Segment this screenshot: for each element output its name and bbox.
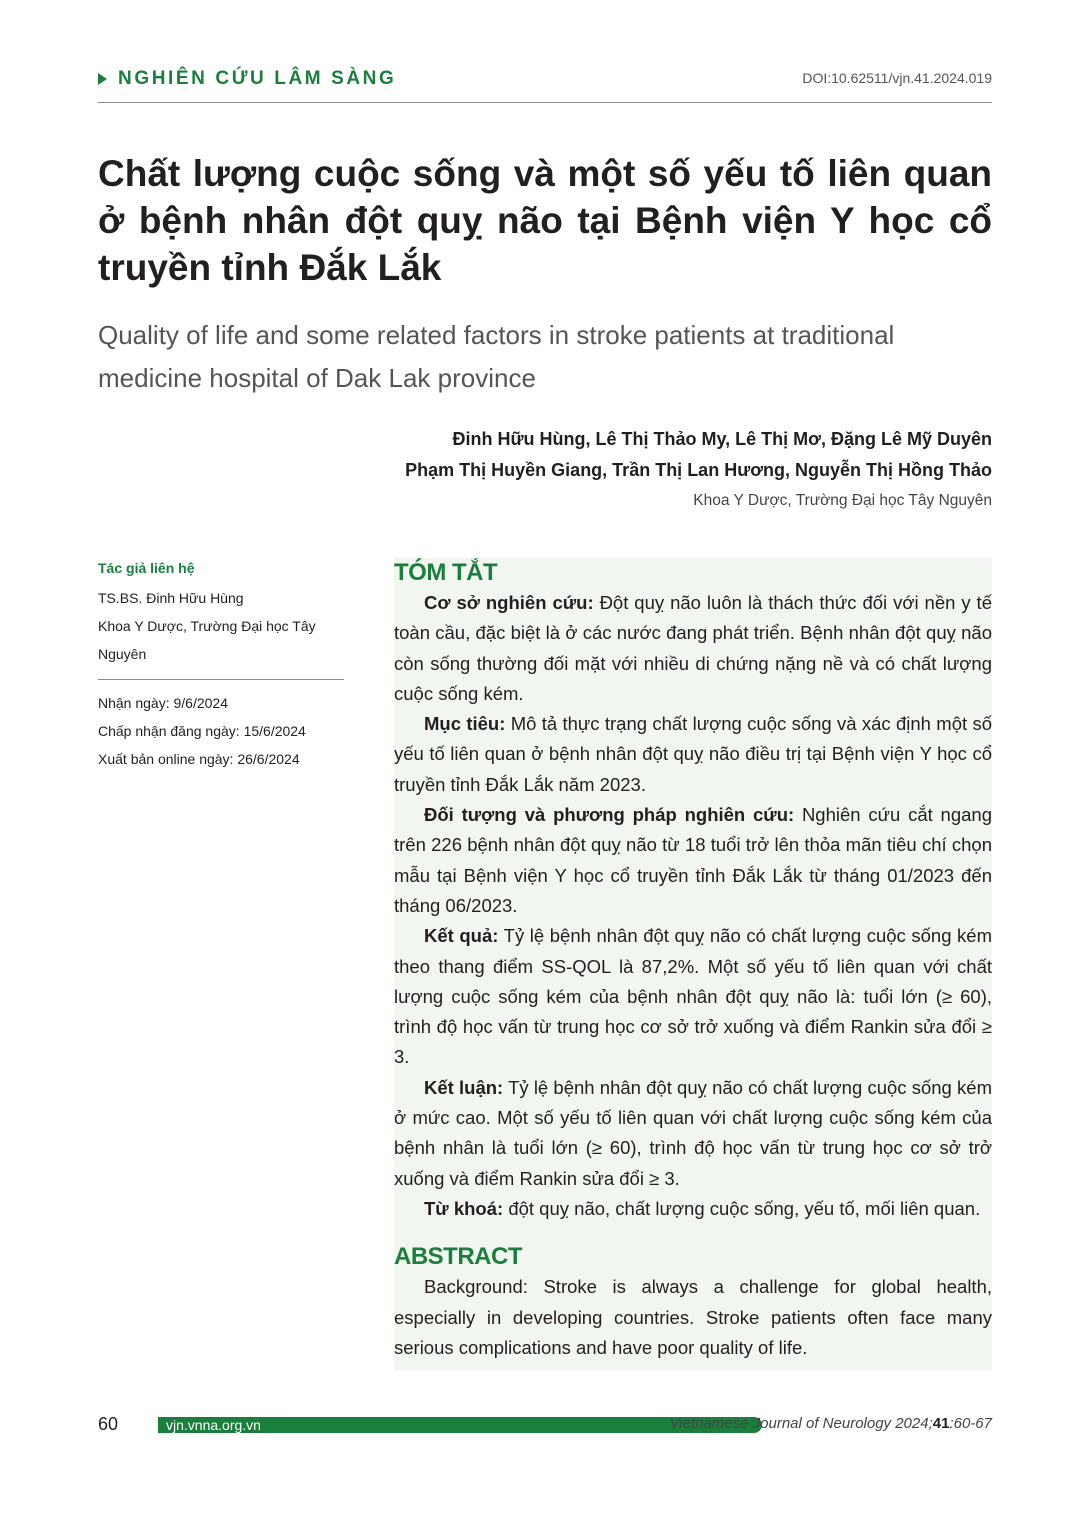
section-label (98, 68, 396, 90)
page-number: 60 (98, 1414, 119, 1434)
objective-text: Mô tả thực trạng chất lượng cuộc sống và xác định một số yếu tố liên quan ở bệnh nhân đột quỵ não điều trị tại Bệnh viện Y học cổ truyền tỉnh Đắk Lắk năm 2023. (394, 713, 992, 795)
keywords-text: đột quỵ não, chất lượng cuộc sống, yếu tố, mối liên quan. (503, 1197, 981, 1219)
methods-text: Nghiên cứu cắt ngang trên 226 bệnh nhân đột quỵ não từ 18 tuổi trở lên thỏa mãn tiêu chí chọn mẫu tại Bệnh viện Y học cổ truyền tỉnh Đắk Lắk từ tháng 01/2023 đến tháng 06/2023. (394, 804, 992, 916)
objective-label: Mục tiêu: (424, 713, 506, 735)
abstract-objective (394, 709, 992, 800)
corresponding-author-affiliation: Khoa Y Dược, Trường Đại học Tây Nguyên (98, 618, 316, 662)
journal-pages: :60-67 (949, 1415, 992, 1432)
results-text: Tỷ lệ bệnh nhân đột quỵ não có chất lượng cuộc sống kém theo thang điểm SS-QOL là 87,2%. Một số yếu tố liên quan với chất lượng cuộc sống kém của bệnh nhân đột quỵ não là: tuổi lớn (≥ 60), trình độ học vấn từ trung học cơ sở trở xuống và điểm Rankin sửa đổi ≥ 3. (394, 925, 993, 1068)
methods-label: Đối tượng và phương pháp nghiên cứu: (424, 804, 795, 826)
journal-website-link[interactable]: vjn.vnna.org.vn (166, 1417, 261, 1433)
conclusion-text: Tỷ lệ bệnh nhân đột quỵ não có chất lượng cuộc sống kém ở mức cao. Một số yếu tố liên quan với chất lượng cuộc sống kém của bệnh nhân là tuổi lớn (≥ 60), trình độ học vấn từ trung học cơ sở trở xuống và điểm Rankin sửa đổi ≥ 3. (394, 1076, 992, 1189)
journal-volume: 41 (932, 1415, 950, 1432)
background-text: Đột quỵ não luôn là thách thức đối với nền y tế toàn cầu, đặc biệt là ở các nước đang phát triển. Bệnh nhân đột quỵ não còn sống thường đối mặt với nhiều di chứng nặng nề và có chất lượng cuộc sống kém. (394, 592, 992, 704)
article-title-en: Quality of life and some related factors in stroke patients at traditional medicine hospital of Dak Lak province (98, 320, 895, 393)
doi-link[interactable]: DOI:10.62511/vjn.41.2024.019 (802, 70, 992, 86)
journal-citation (670, 1415, 992, 1432)
section-name: NGHIÊN CỨU LÂM SÀNG (118, 68, 397, 89)
journal-name: Vietnamese Journal of Neurology 2024; (669, 1415, 933, 1432)
corresponding-author-name: TS.BS. Đinh Hữu Hùng (98, 590, 244, 606)
abstract-conclusion (394, 1073, 992, 1194)
sidebar-heading: Tác giả liên hệ (98, 560, 195, 576)
author-block (405, 424, 992, 516)
abstract-vi-heading: TÓM TẮT (394, 559, 498, 586)
abstract-background (394, 588, 992, 709)
author-affiliation: Khoa Y Dược, Trường Đại học Tây Nguyên (693, 492, 992, 509)
abstract-en-text: Background: Stroke is always a challenge for global health, especially in developing countries. Stroke patients often face many serious complications and have poor quality of life. (394, 1276, 992, 1358)
page-footer (98, 1414, 992, 1436)
abstract-keywords (394, 1194, 992, 1224)
results-label: Kết quả: (424, 925, 499, 947)
author-line-2: Phạm Thị Huyền Giang, Trần Thị Lan Hương, Nguyễn Thị Hồng Thảo (405, 460, 992, 480)
article-title-vi: Chất lượng cuộc sống và một số yếu tố liên quan ở bệnh nhân đột quỵ não tại Bệnh viện Y học cổ truyền tỉnh Đắk Lắk (98, 153, 992, 288)
corresponding-author-sidebar (98, 556, 344, 773)
abstract-box (394, 558, 992, 1370)
received-date: Nhận ngày: 9/6/2024 (98, 695, 228, 711)
sidebar-divider (98, 679, 344, 680)
accepted-date: Chấp nhận đăng ngày: 15/6/2024 (98, 723, 306, 739)
conclusion-label: Kết luận: (424, 1076, 504, 1098)
abstract-results (394, 921, 992, 1072)
background-label: Cơ sở nghiên cứu: (424, 592, 594, 613)
published-date: Xuất bản online ngày: 26/6/2024 (98, 751, 300, 767)
author-line-1: Đinh Hữu Hùng, Lê Thị Thảo My, Lê Thị Mơ, Đặng Lê Mỹ Duyên (452, 429, 992, 449)
triangle-bullet-icon (98, 73, 107, 85)
abstract-methods (394, 800, 992, 921)
keywords-label: Từ khoá: (424, 1197, 504, 1219)
running-header (98, 66, 992, 103)
abstract-en-heading: ABSTRACT (394, 1243, 522, 1271)
